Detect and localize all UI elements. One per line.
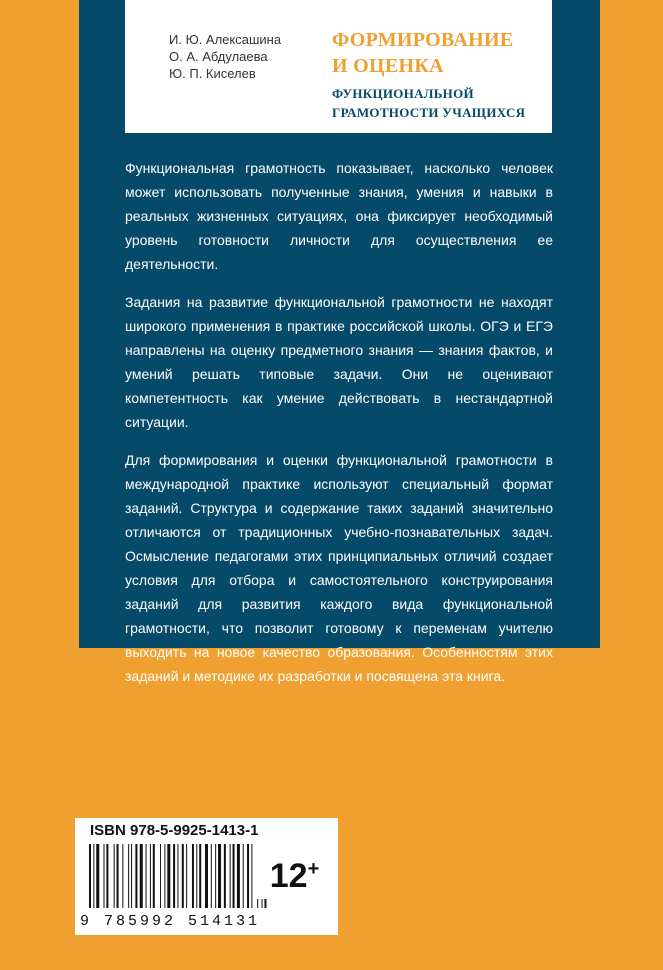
age-rating-badge: [256, 839, 333, 899]
book-subtitle-line: ГРАМОТНОСТИ УЧАЩИХСЯ: [332, 105, 526, 120]
annotation-text: [125, 156, 553, 702]
title-header: [125, 0, 552, 133]
book-title-line: ФОРМИРОВАНИЕ: [332, 29, 514, 51]
book-subtitle: [332, 84, 525, 122]
annotation-paragraph: Функциональная грамотность показывает, насколько человек может использовать полученные знания, умения и навыки в реальных жизненных ситуациях, она фиксирует необходимый уровень готовности личности для осуществления ее деятельности.: [125, 160, 553, 272]
age-rating-plus: +: [307, 858, 320, 880]
author-name: О. А. Абдулаева: [169, 49, 268, 64]
book-title-line: И ОЦЕНКА: [332, 55, 444, 77]
authors-list: [169, 31, 281, 82]
ean-digits: 9 785992 514131: [80, 913, 261, 930]
author-name: Ю. П. Киселев: [169, 66, 256, 81]
author-name: И. Ю. Алексашина: [169, 32, 282, 47]
book-title: [332, 27, 513, 79]
annotation-paragraph: Для формирования и оценки функциональной грамотности в международной практике используют специальный формат заданий. Структура и содержание таких заданий значительно отличаются от традиционных учебно-познавательных задач. Осмысление педагогами этих принципиальных отличий создает условия для отбора и самостоятельного конструирования заданий для развития каждого вида функциональной грамотности, что позволит готовому к переменам учителю выходить на новое качество образования. Особенностям этих заданий и методике их разработки и посвящена эта книга.: [125, 452, 553, 684]
annotation-paragraph: Задания на развитие функциональной грамотности не находят широкого применения в практике российской школы. ОГЭ и ЕГЭ направлены на оценку предметного знания — знания фактов, и умений решать типовые задачи. Они не оценивают компетентность как умение действовать в нестандартной ситуации.: [125, 294, 553, 430]
age-rating-number: 12: [269, 857, 308, 895]
isbn-label: ISBN 978-5-9925-1413-1: [90, 822, 259, 839]
book-subtitle-line: ФУНКЦИОНАЛЬНОЙ: [332, 86, 474, 101]
